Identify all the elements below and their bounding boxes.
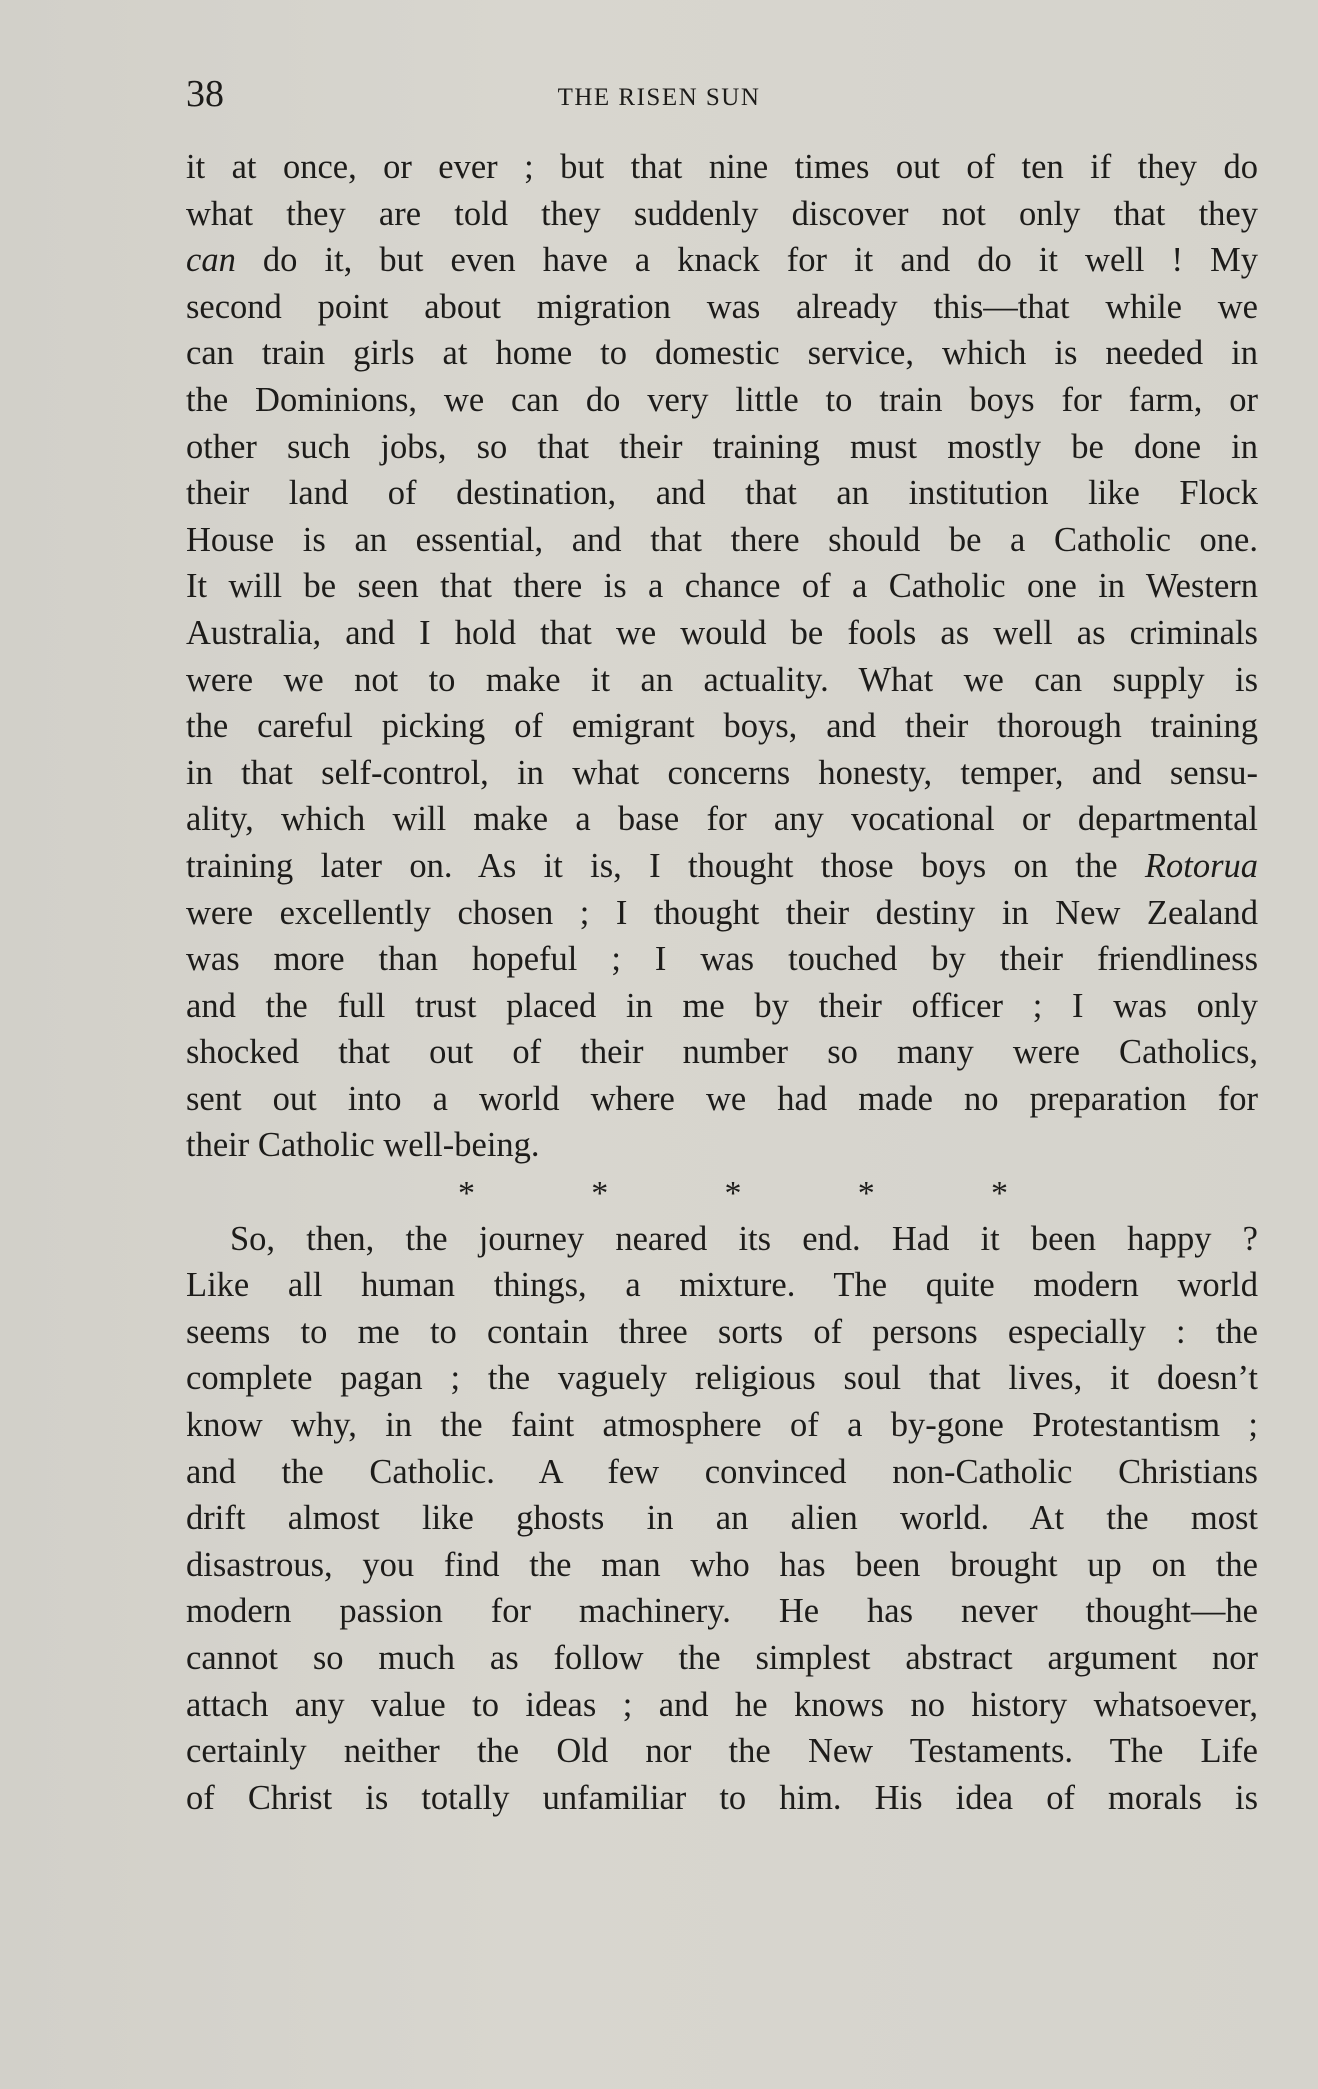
- asterisk: *: [991, 1175, 1008, 1213]
- text-line: drift almost like ghosts in an alien world. At the most: [186, 1499, 1258, 1538]
- text-line: and the Catholic. A few convinced non-Catholic Christians: [186, 1452, 1258, 1491]
- text-line: their land of destination, and that an institution like Flock: [186, 474, 1258, 513]
- text-line: can train girls at home to domestic service, which is needed in: [186, 334, 1258, 373]
- asterisk: *: [724, 1175, 742, 1213]
- section-separator: [458, 1169, 1008, 1216]
- text-line: of Christ is totally unfamiliar to him. His idea of morals is: [186, 1778, 1258, 1817]
- text-line: know why, in the faint atmosphere of a by-gone Protestantism ;: [186, 1406, 1258, 1445]
- body-text: [186, 144, 1258, 1821]
- page-number: 38: [186, 73, 224, 115]
- running-head: THE RISEN SUN: [557, 84, 761, 111]
- paragraph: [186, 1216, 1258, 1822]
- text-line: the careful picking of emigrant boys, and their thorough training: [186, 707, 1258, 746]
- text-line: other such jobs, so that their training must mostly be done in: [186, 427, 1258, 466]
- text-line: second point about migration was already this—that while we: [186, 287, 1258, 326]
- text-line: their Catholic well-being.: [186, 1126, 540, 1165]
- text-line: the Dominions, we can do very little to train boys for farm, or: [186, 380, 1258, 419]
- text-line: were we not to make it an actuality. What we can supply is: [186, 660, 1258, 699]
- text-line: shocked that out of their number so many were Catholics,: [186, 1033, 1258, 1072]
- text-line: sent out into a world where we had made no preparation for: [186, 1079, 1258, 1118]
- text-line: seems to me to contain three sorts of persons especially : the: [186, 1312, 1258, 1351]
- line-start: training later on. As it is, I thought those boys on the: [186, 846, 1145, 885]
- asterisk: *: [857, 1175, 875, 1213]
- text-line: Like all human things, a mixture. The quite modern world: [186, 1266, 1258, 1305]
- text-line: complete pagan ; the vaguely religious soul that lives, it doesn’t: [186, 1359, 1258, 1398]
- text-line: So, then, the journey neared its end. Had it been happy ?: [230, 1219, 1258, 1258]
- italic-word: Rotorua: [1144, 846, 1258, 885]
- text-line: and the full trust placed in me by their officer ; I was only: [186, 986, 1258, 1025]
- text-line: were excellently chosen ; I thought their destiny in New Zealand: [186, 893, 1258, 932]
- asterisk: *: [591, 1175, 609, 1213]
- text-line: ality, which will make a base for any vocational or departmental: [186, 800, 1258, 839]
- text-line: certainly neither the Old nor the New Testaments. The Life: [186, 1732, 1258, 1771]
- text-line: cannot so much as follow the simplest abstract argument nor: [186, 1639, 1258, 1677]
- text-line: attach any value to ideas ; and he knows no history whatsoever,: [186, 1685, 1258, 1724]
- text-line: modern passion for machinery. He has never thought—he: [186, 1592, 1258, 1631]
- text-line: what they are told they suddenly discover not only that they: [186, 194, 1258, 233]
- text-line: House is an essential, and that there should be a Catholic one.: [186, 520, 1258, 559]
- text-line: was more than hopeful ; I was touched by their friendliness: [186, 940, 1258, 979]
- text-line: it at once, or ever ; but that nine times out of ten if they do: [186, 148, 1258, 186]
- text-line: It will be seen that there is a chance of a Catholic one in Western: [186, 567, 1258, 606]
- paragraph: [186, 144, 1258, 1169]
- text-line: in that self-control, in what concerns honesty, temper, and sensu-: [186, 753, 1258, 792]
- asterisk: *: [458, 1175, 475, 1213]
- text-line: disastrous, you find the man who has been brought up on the: [186, 1545, 1258, 1584]
- text-line: [186, 843, 1258, 890]
- italic-word: can: [186, 241, 236, 280]
- text-line: Australia, and I hold that we would be fools as well as criminals: [186, 613, 1258, 652]
- line-rest: do it, but even have a knack for it and do it well ! My: [235, 241, 1258, 280]
- text-line: [186, 237, 1258, 284]
